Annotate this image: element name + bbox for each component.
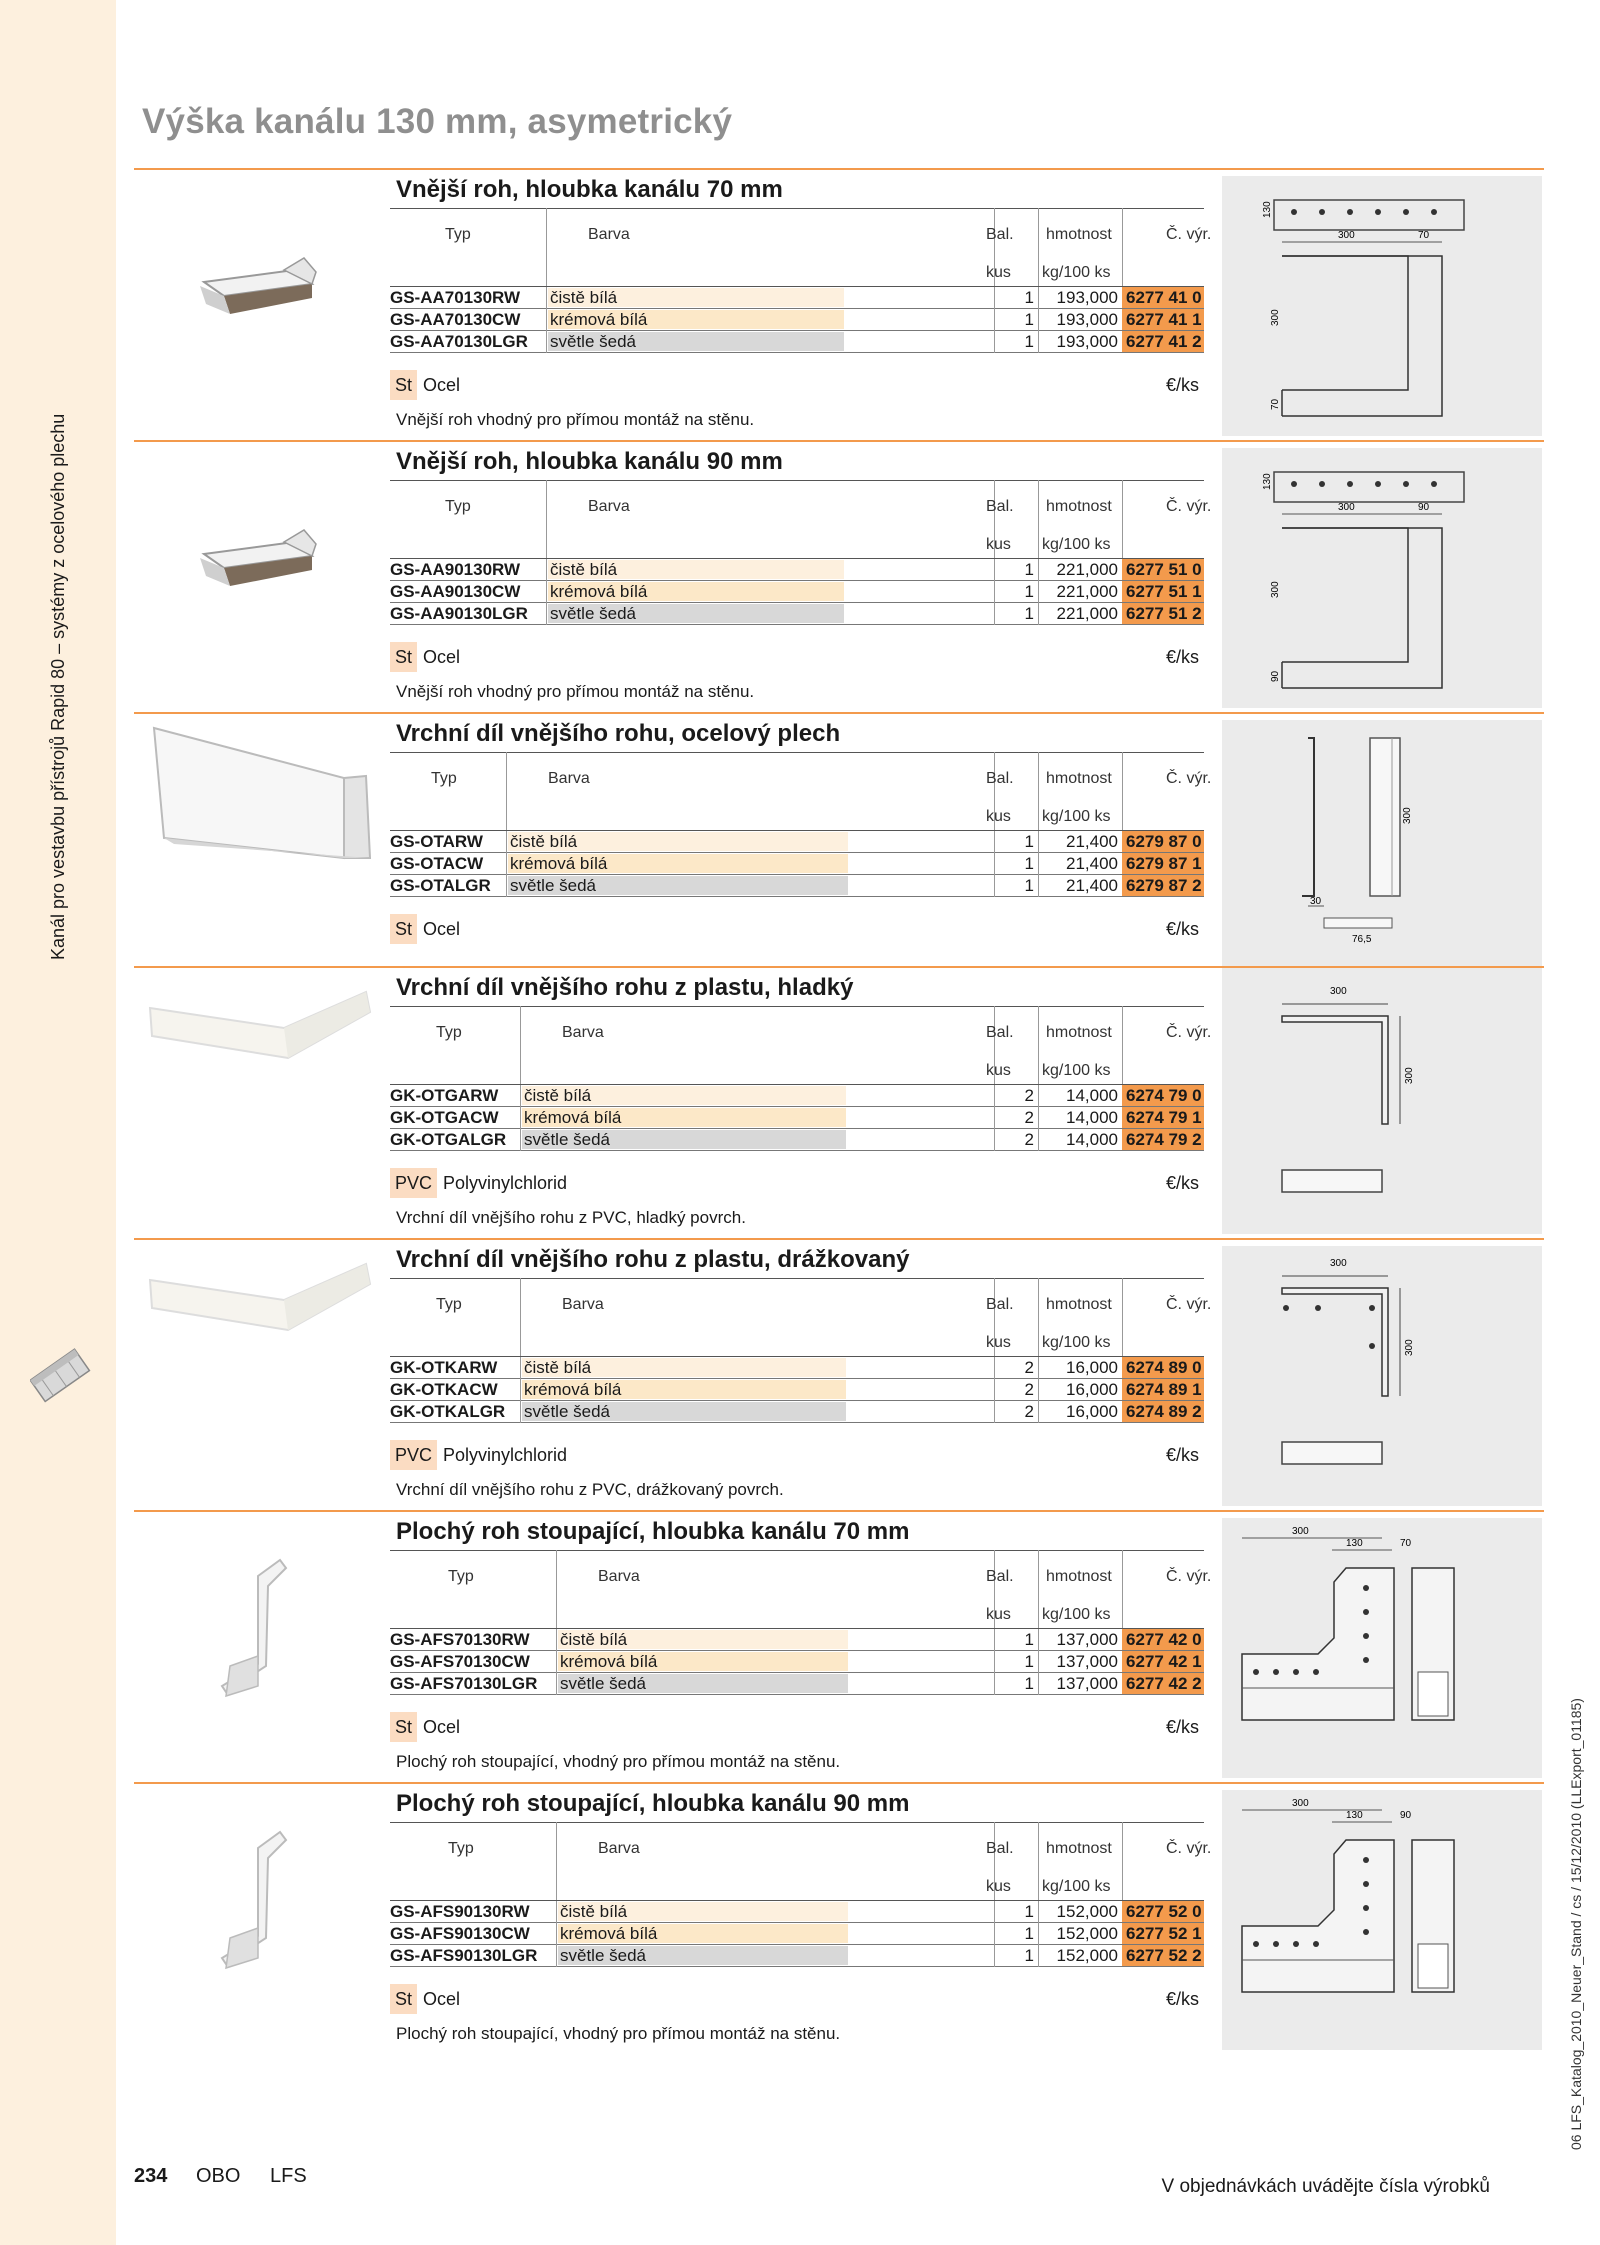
product-color: krémová bílá <box>524 1380 622 1399</box>
article-number: 6274 79 2 <box>1122 1129 1204 1150</box>
section-title: Vnější roh, hloubka kanálu 70 mm <box>396 176 783 203</box>
header-kus: kus <box>986 1878 1011 1895</box>
packaging-unit: 1 <box>1024 332 1034 351</box>
product-color: čistě bílá <box>524 1358 592 1377</box>
product-description: Vnější roh vhodný pro přímou montáž na stěnu. <box>396 410 755 429</box>
header-bal: Bal. <box>986 1568 1014 1585</box>
product-type: GS-AA90130RW <box>390 560 521 579</box>
packaging-unit: 1 <box>1024 1652 1034 1671</box>
svg-text:70: 70 <box>1418 230 1430 241</box>
weight: 21,400 <box>1066 876 1118 895</box>
table-row <box>390 831 1204 853</box>
svg-text:130: 130 <box>1346 1538 1363 1549</box>
material <box>390 914 460 944</box>
article-number: 6277 52 0 <box>1122 1901 1204 1922</box>
weight: 14,000 <box>1066 1130 1118 1149</box>
side-band <box>0 0 116 2245</box>
table-row <box>390 603 1204 625</box>
header-cislo: Č. výr. <box>1166 770 1212 787</box>
header-kus: kus <box>986 1062 1011 1079</box>
product-color: světle šedá <box>524 1402 610 1421</box>
product-color: světle šedá <box>560 1946 646 1965</box>
table-row <box>390 1085 1204 1107</box>
header-barva: Barva <box>562 1024 604 1041</box>
header-hmotnost: hmotnost <box>1046 1568 1112 1585</box>
header-kg: kg/100 ks <box>1042 1062 1111 1079</box>
header-barva: Barva <box>598 1568 640 1585</box>
header-bal: Bal. <box>986 1296 1014 1313</box>
material <box>390 1440 567 1470</box>
product-description: Plochý roh stoupající, vhodný pro přímou montáž na stěnu. <box>396 1752 841 1771</box>
packaging-unit: 1 <box>1024 1902 1034 1921</box>
material-name: Ocel <box>423 647 461 667</box>
table-row <box>390 1673 1204 1695</box>
svg-text:130: 130 <box>1262 473 1273 490</box>
product-type: GS-AFS70130CW <box>390 1652 530 1671</box>
technical-drawing <box>1222 176 1542 436</box>
product-section <box>134 1238 1544 1510</box>
product-image <box>134 1244 394 1504</box>
material <box>390 1168 567 1198</box>
weight: 21,400 <box>1066 832 1118 851</box>
material-code: St <box>390 914 417 944</box>
header-bal: Bal. <box>986 770 1014 787</box>
header-kg: kg/100 ks <box>1042 1878 1111 1895</box>
svg-text:300: 300 <box>1292 1798 1309 1809</box>
technical-drawing <box>1222 1518 1542 1778</box>
header-cislo: Č. výr. <box>1166 1840 1212 1857</box>
material <box>390 1712 460 1742</box>
packaging-unit: 2 <box>1024 1358 1034 1377</box>
weight: 16,000 <box>1066 1358 1118 1377</box>
material-name: Ocel <box>423 1989 461 2009</box>
packaging-unit: 1 <box>1024 288 1034 307</box>
packaging-unit: 2 <box>1024 1086 1034 1105</box>
weight: 152,000 <box>1056 1924 1118 1943</box>
table-row <box>390 581 1204 603</box>
product-color: čistě bílá <box>550 560 618 579</box>
product-section <box>134 1782 1544 2054</box>
material <box>390 370 460 400</box>
section-title: Plochý roh stoupající, hloubka kanálu 70 mm <box>396 1518 910 1545</box>
header-bal: Bal. <box>986 226 1014 243</box>
material-name: Polyvinylchlorid <box>443 1173 568 1193</box>
material-code: St <box>390 1984 417 2014</box>
product-table <box>390 752 1212 974</box>
material-name: Polyvinylchlorid <box>443 1445 568 1465</box>
product-description: Vrchní díl vnějšího rohu z PVC, hladký povrch. <box>396 1208 746 1227</box>
header-hmotnost: hmotnost <box>1046 498 1112 515</box>
product-color: světle šedá <box>510 876 596 895</box>
header-cislo: Č. výr. <box>1166 1296 1212 1313</box>
weight: 193,000 <box>1056 310 1118 329</box>
product-color: čistě bílá <box>560 1902 628 1921</box>
table-row <box>390 1357 1204 1379</box>
packaging-unit: 1 <box>1024 854 1034 873</box>
header-kg: kg/100 ks <box>1042 536 1111 553</box>
weight: 14,000 <box>1066 1108 1118 1127</box>
svg-text:30: 30 <box>1310 896 1322 907</box>
packaging-unit: 1 <box>1024 1674 1034 1693</box>
material-name: Ocel <box>423 1717 461 1737</box>
material-code: St <box>390 370 417 400</box>
product-description: Plochý roh stoupající, vhodný pro přímou montáž na stěnu. <box>396 2024 841 2043</box>
article-number: 6279 87 2 <box>1122 875 1204 896</box>
product-type: GS-AFS70130LGR <box>390 1674 538 1693</box>
header-cislo: Č. výr. <box>1166 1568 1212 1585</box>
product-type: GS-AFS90130CW <box>390 1924 530 1943</box>
header-hmotnost: hmotnost <box>1046 770 1112 787</box>
footer-brand: OBO <box>196 2165 241 2187</box>
product-color: světle šedá <box>524 1130 610 1149</box>
product-color: čistě bílá <box>510 832 578 851</box>
packaging-unit: 1 <box>1024 1946 1034 1965</box>
header-kg: kg/100 ks <box>1042 1334 1111 1351</box>
product-color: krémová bílá <box>510 854 608 873</box>
header-hmotnost: hmotnost <box>1046 1024 1112 1041</box>
header-kus: kus <box>986 536 1011 553</box>
article-number: 6277 42 2 <box>1122 1673 1204 1694</box>
price-unit: €/ks <box>1166 1989 1200 2009</box>
header-kg: kg/100 ks <box>1042 808 1111 825</box>
svg-text:300: 300 <box>1292 1526 1309 1537</box>
article-number: 6274 89 0 <box>1122 1357 1204 1378</box>
header-barva: Barva <box>562 1296 604 1313</box>
svg-text:76,5: 76,5 <box>1352 934 1372 945</box>
page-title: Výška kanálu 130 mm, asymetrický <box>142 102 733 141</box>
header-kus: kus <box>986 808 1011 825</box>
article-number: 6277 41 2 <box>1122 331 1204 352</box>
product-type: GK-OTKALGR <box>390 1402 506 1421</box>
product-color: krémová bílá <box>560 1924 658 1943</box>
svg-text:90: 90 <box>1400 1810 1412 1821</box>
header-typ: Typ <box>445 498 471 515</box>
product-color: čistě bílá <box>524 1086 592 1105</box>
svg-text:300: 300 <box>1330 1258 1347 1269</box>
product-image <box>134 718 394 978</box>
footer-section: LFS <box>270 2165 307 2187</box>
product-table <box>390 1550 1212 1772</box>
product-type: GK-OTKARW <box>390 1358 498 1377</box>
svg-text:300: 300 <box>1402 807 1413 824</box>
header-kus: kus <box>986 1334 1011 1351</box>
product-section <box>134 1510 1544 1782</box>
table-row <box>390 875 1204 897</box>
header-barva: Barva <box>588 226 630 243</box>
table-row <box>390 1401 1204 1423</box>
header-cislo: Č. výr. <box>1166 1024 1212 1041</box>
header-typ: Typ <box>436 1296 462 1313</box>
product-type: GK-OTKACW <box>390 1380 498 1399</box>
weight: 16,000 <box>1066 1380 1118 1399</box>
material-code: St <box>390 1712 417 1742</box>
article-number: 6277 52 1 <box>1122 1923 1204 1944</box>
header-kus: kus <box>986 1606 1011 1623</box>
weight: 221,000 <box>1056 560 1118 579</box>
svg-text:300: 300 <box>1338 502 1355 513</box>
product-color: krémová bílá <box>560 1652 658 1671</box>
header-hmotnost: hmotnost <box>1046 1840 1112 1857</box>
header-bal: Bal. <box>986 1024 1014 1041</box>
header-typ: Typ <box>431 770 457 787</box>
table-row <box>390 287 1204 309</box>
article-number: 6277 41 0 <box>1122 287 1204 308</box>
product-image <box>134 972 394 1232</box>
svg-text:300: 300 <box>1404 1067 1415 1084</box>
product-description: Vnější roh vhodný pro přímou montáž na stěnu. <box>396 682 755 701</box>
article-number: 6274 89 1 <box>1122 1379 1204 1400</box>
article-number: 6277 51 1 <box>1122 581 1204 602</box>
product-color: krémová bílá <box>524 1108 622 1127</box>
table-row <box>390 1651 1204 1673</box>
product-type: GS-OTACW <box>390 854 484 873</box>
product-color: světle šedá <box>560 1674 646 1693</box>
page-number: 234 <box>134 2165 168 2187</box>
product-type: GS-AA90130CW <box>390 582 521 601</box>
header-kus: kus <box>986 264 1011 281</box>
product-image <box>134 174 394 434</box>
article-number: 6274 79 0 <box>1122 1085 1204 1106</box>
technical-drawing <box>1222 1790 1542 2050</box>
material <box>390 642 460 672</box>
technical-drawing <box>1222 720 1542 980</box>
header-bal: Bal. <box>986 498 1014 515</box>
section-title: Vnější roh, hloubka kanálu 90 mm <box>396 448 783 475</box>
price-unit: €/ks <box>1166 375 1200 395</box>
table-row <box>390 1129 1204 1151</box>
product-type: GS-AA70130LGR <box>390 332 528 351</box>
packaging-unit: 1 <box>1024 310 1034 329</box>
header-barva: Barva <box>598 1840 640 1857</box>
product-type: GS-AA90130LGR <box>390 604 528 623</box>
product-image <box>134 446 394 706</box>
packaging-unit: 1 <box>1024 582 1034 601</box>
weight: 193,000 <box>1056 332 1118 351</box>
product-section <box>134 712 1544 984</box>
price-unit: €/ks <box>1166 1717 1200 1737</box>
section-title: Vrchní díl vnějšího rohu, ocelový plech <box>396 720 841 747</box>
price-unit: €/ks <box>1166 919 1200 939</box>
table-row <box>390 1107 1204 1129</box>
weight: 137,000 <box>1056 1652 1118 1671</box>
product-type: GS-AFS90130LGR <box>390 1946 538 1965</box>
product-type: GK-OTGALGR <box>390 1130 507 1149</box>
svg-text:70: 70 <box>1400 1538 1412 1549</box>
product-table <box>390 480 1212 702</box>
article-number: 6274 89 2 <box>1122 1401 1204 1422</box>
material-name: Ocel <box>423 919 461 939</box>
price-unit: €/ks <box>1166 1173 1200 1193</box>
table-row <box>390 1629 1204 1651</box>
product-color: světle šedá <box>550 604 636 623</box>
weight: 152,000 <box>1056 1902 1118 1921</box>
svg-text:90: 90 <box>1418 502 1430 513</box>
header-barva: Barva <box>548 770 590 787</box>
weight: 137,000 <box>1056 1674 1118 1693</box>
svg-text:130: 130 <box>1262 201 1273 218</box>
product-color: krémová bílá <box>550 310 648 329</box>
article-number: 6277 41 1 <box>1122 309 1204 330</box>
weight: 16,000 <box>1066 1402 1118 1421</box>
weight: 152,000 <box>1056 1946 1118 1965</box>
header-typ: Typ <box>448 1568 474 1585</box>
product-section <box>134 440 1544 712</box>
header-hmotnost: hmotnost <box>1046 1296 1112 1313</box>
technical-drawing <box>1222 974 1542 1234</box>
technical-drawing <box>1222 1246 1542 1506</box>
product-type: GS-AA70130RW <box>390 288 521 307</box>
header-kg: kg/100 ks <box>1042 1606 1111 1623</box>
section-title: Vrchní díl vnějšího rohu z plastu, hladký <box>396 974 854 1001</box>
material-code: St <box>390 642 417 672</box>
svg-text:90: 90 <box>1270 670 1281 682</box>
section-title: Plochý roh stoupající, hloubka kanálu 90 mm <box>396 1790 910 1817</box>
packaging-unit: 2 <box>1024 1380 1034 1399</box>
header-cislo: Č. výr. <box>1166 498 1212 515</box>
packaging-unit: 1 <box>1024 1630 1034 1649</box>
product-type: GK-OTGACW <box>390 1108 499 1127</box>
header-hmotnost: hmotnost <box>1046 226 1112 243</box>
material-code: PVC <box>390 1440 437 1470</box>
packaging-unit: 1 <box>1024 604 1034 623</box>
channel-icon <box>30 1344 92 1410</box>
svg-text:300: 300 <box>1404 1339 1415 1356</box>
packaging-unit: 2 <box>1024 1108 1034 1127</box>
product-type: GS-OTALGR <box>390 876 491 895</box>
product-image <box>134 1788 394 2048</box>
table-row <box>390 309 1204 331</box>
product-table <box>390 1822 1212 2044</box>
product-description: Vrchní díl vnějšího rohu z PVC, drážkovaný povrch. <box>396 1480 784 1499</box>
svg-text:300: 300 <box>1330 986 1347 997</box>
technical-drawing <box>1222 448 1542 708</box>
product-type: GS-AFS90130RW <box>390 1902 530 1921</box>
header-typ: Typ <box>436 1024 462 1041</box>
article-number: 6277 42 0 <box>1122 1629 1204 1650</box>
weight: 21,400 <box>1066 854 1118 873</box>
table-row <box>390 331 1204 353</box>
header-typ: Typ <box>448 1840 474 1857</box>
header-bal: Bal. <box>986 1840 1014 1857</box>
footer-note: V objednávkách uvádějte čísla výrobků <box>1161 2176 1490 2197</box>
table-row <box>390 1945 1204 1967</box>
weight: 193,000 <box>1056 288 1118 307</box>
packaging-unit: 1 <box>1024 1924 1034 1943</box>
product-color: světle šedá <box>550 332 636 351</box>
price-unit: €/ks <box>1166 1445 1200 1465</box>
product-image <box>134 1516 394 1776</box>
price-unit: €/ks <box>1166 647 1200 667</box>
article-number: 6277 42 1 <box>1122 1651 1204 1672</box>
table-row <box>390 853 1204 875</box>
product-section <box>134 168 1544 440</box>
packaging-unit: 1 <box>1024 560 1034 579</box>
article-number: 6277 51 0 <box>1122 559 1204 580</box>
material-code: PVC <box>390 1168 437 1198</box>
svg-text:300: 300 <box>1338 230 1355 241</box>
material-name: Ocel <box>423 375 461 395</box>
product-color: čistě bílá <box>560 1630 628 1649</box>
section-title: Vrchní díl vnějšího rohu z plastu, drážkovaný <box>396 1246 910 1273</box>
header-typ: Typ <box>445 226 471 243</box>
svg-text:300: 300 <box>1270 581 1281 598</box>
header-barva: Barva <box>588 498 630 515</box>
packaging-unit: 2 <box>1024 1402 1034 1421</box>
header-cislo: Č. výr. <box>1166 226 1212 243</box>
packaging-unit: 1 <box>1024 876 1034 895</box>
product-section <box>134 966 1544 1238</box>
material <box>390 1984 460 2014</box>
product-type: GS-AFS70130RW <box>390 1630 530 1649</box>
weight: 14,000 <box>1066 1086 1118 1105</box>
product-type: GK-OTGARW <box>390 1086 499 1105</box>
article-number: 6279 87 1 <box>1122 853 1204 874</box>
product-type: GS-OTARW <box>390 832 483 851</box>
product-color: čistě bílá <box>550 288 618 307</box>
table-row <box>390 559 1204 581</box>
table-row <box>390 1379 1204 1401</box>
table-row <box>390 1901 1204 1923</box>
article-number: 6277 52 2 <box>1122 1945 1204 1966</box>
weight: 221,000 <box>1056 582 1118 601</box>
product-table <box>390 208 1212 430</box>
article-number: 6277 51 2 <box>1122 603 1204 624</box>
packaging-unit: 2 <box>1024 1130 1034 1149</box>
svg-text:70: 70 <box>1270 398 1281 410</box>
article-number: 6274 79 1 <box>1122 1107 1204 1128</box>
table-row <box>390 1923 1204 1945</box>
svg-text:130: 130 <box>1346 1810 1363 1821</box>
weight: 137,000 <box>1056 1630 1118 1649</box>
product-type: GS-AA70130CW <box>390 310 521 329</box>
packaging-unit: 1 <box>1024 832 1034 851</box>
article-number: 6279 87 0 <box>1122 831 1204 852</box>
svg-text:300: 300 <box>1270 309 1281 326</box>
product-color: krémová bílá <box>550 582 648 601</box>
weight: 221,000 <box>1056 604 1118 623</box>
header-kg: kg/100 ks <box>1042 264 1111 281</box>
